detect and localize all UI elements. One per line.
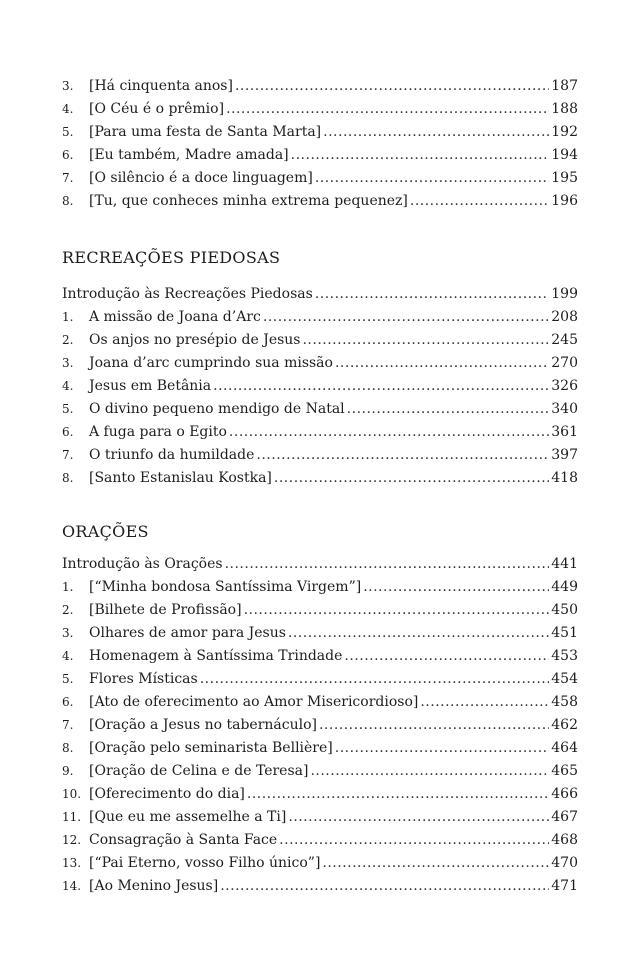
entry-page: 465 bbox=[551, 763, 578, 779]
toc-entry bbox=[62, 622, 578, 645]
entry-title: Joana d’arc cumprindo sua missão bbox=[89, 355, 333, 371]
dot-leader bbox=[310, 760, 549, 783]
toc-entry bbox=[62, 398, 578, 421]
entry-title: [Há cinquenta anos] bbox=[89, 78, 233, 94]
entry-number: 1. bbox=[62, 580, 74, 594]
toc-entry bbox=[62, 306, 578, 329]
entry-title: [Oração pelo seminarista Bellière] bbox=[89, 740, 333, 756]
entry-page: 464 bbox=[551, 740, 578, 756]
toc-entry bbox=[62, 421, 578, 444]
entry-number: 6. bbox=[62, 425, 74, 439]
entry-page: 467 bbox=[551, 809, 578, 825]
entry-page: 418 bbox=[551, 470, 578, 486]
entry-page: 468 bbox=[551, 832, 578, 848]
entry-page: 397 bbox=[551, 447, 578, 463]
entry-page: 470 bbox=[551, 855, 578, 871]
dot-leader bbox=[226, 98, 549, 121]
entry-number: 4. bbox=[62, 102, 74, 116]
entry-page: 187 bbox=[551, 78, 578, 94]
toc-section-recreacoes bbox=[62, 283, 578, 490]
dot-leader bbox=[420, 691, 549, 714]
dot-leader bbox=[291, 144, 550, 167]
entry-number: 13. bbox=[62, 856, 82, 870]
entry-page: 199 bbox=[551, 286, 578, 302]
entry-title: [Tu, que conheces minha extrema pequenez] bbox=[89, 193, 408, 209]
dot-leader bbox=[288, 622, 549, 645]
entry-number: 6. bbox=[62, 148, 74, 162]
toc-entry bbox=[62, 190, 578, 213]
toc-entry bbox=[62, 467, 578, 490]
dot-leader bbox=[279, 829, 549, 852]
entry-title: A fuga para o Egito bbox=[89, 424, 227, 440]
toc-entry bbox=[62, 352, 578, 375]
toc-entry bbox=[62, 645, 578, 668]
toc-entry bbox=[62, 875, 578, 898]
dot-leader bbox=[363, 576, 549, 599]
entry-page: 458 bbox=[551, 694, 578, 710]
entry-title: [Oferecimento do dia] bbox=[89, 786, 245, 802]
dot-leader bbox=[235, 75, 549, 98]
entry-number: 7. bbox=[62, 448, 74, 462]
dot-leader bbox=[256, 444, 549, 467]
toc-entry bbox=[62, 75, 578, 98]
entry-page: 441 bbox=[551, 556, 578, 572]
entry-title: O divino pequeno mendigo de Natal bbox=[89, 401, 345, 417]
dot-leader bbox=[319, 714, 549, 737]
entry-number: 8. bbox=[62, 194, 74, 208]
entry-title: [Ao Menino Jesus] bbox=[89, 878, 219, 894]
entry-number: 14. bbox=[62, 879, 82, 893]
dot-leader bbox=[229, 421, 549, 444]
toc-entry bbox=[62, 329, 578, 352]
entry-number: 7. bbox=[62, 718, 74, 732]
entry-title: [Eu também, Madre amada] bbox=[89, 147, 289, 163]
entry-page: 361 bbox=[551, 424, 578, 440]
toc-entry bbox=[62, 444, 578, 467]
toc-intro-entry bbox=[62, 553, 578, 576]
entry-number: 11. bbox=[62, 810, 82, 824]
entry-title: [Santo Estanislau Kostka] bbox=[89, 470, 272, 486]
entry-number: 3. bbox=[62, 356, 74, 370]
toc-entry bbox=[62, 121, 578, 144]
entry-title: A missão de Joana d’Arc bbox=[89, 309, 261, 325]
entry-page: 454 bbox=[551, 671, 578, 687]
entry-title: [O silêncio é a doce linguagem] bbox=[89, 170, 313, 186]
entry-page: 245 bbox=[551, 332, 578, 348]
entry-page: 192 bbox=[551, 124, 578, 140]
entry-title: Introdução às Orações bbox=[62, 556, 223, 572]
entry-page: 466 bbox=[551, 786, 578, 802]
toc-entry bbox=[62, 167, 578, 190]
toc-entry bbox=[62, 737, 578, 760]
entry-number: 8. bbox=[62, 741, 74, 755]
entry-title: Flores Místicas bbox=[89, 671, 198, 687]
toc-entry bbox=[62, 691, 578, 714]
toc-section-continued bbox=[62, 75, 578, 213]
entry-title: Jesus em Betânia bbox=[89, 378, 212, 394]
toc-entry bbox=[62, 806, 578, 829]
entry-number: 12. bbox=[62, 833, 82, 847]
toc-entry bbox=[62, 783, 578, 806]
entry-title: Introdução às Recreações Piedosas bbox=[62, 286, 313, 302]
toc-section-oracoes bbox=[62, 553, 578, 898]
entry-title: [Que eu me assemelhe a Ti] bbox=[89, 809, 287, 825]
entry-page: 451 bbox=[551, 625, 578, 641]
toc-entry bbox=[62, 576, 578, 599]
dot-leader bbox=[347, 398, 550, 421]
entry-title: Consagração à Santa Face bbox=[89, 832, 278, 848]
dot-leader bbox=[288, 806, 549, 829]
entry-title: [“Pai Eterno, vosso Filho único”] bbox=[89, 855, 321, 871]
entry-number: 8. bbox=[62, 471, 74, 485]
dot-leader bbox=[274, 467, 549, 490]
dot-leader bbox=[344, 645, 549, 668]
toc-entry bbox=[62, 144, 578, 167]
entry-page: 208 bbox=[551, 309, 578, 325]
dot-leader bbox=[410, 190, 549, 213]
entry-number: 2. bbox=[62, 333, 74, 347]
entry-title: [Ato de oferecimento ao Amor Misericordioso] bbox=[89, 694, 419, 710]
dot-leader bbox=[315, 167, 549, 190]
entry-page: 471 bbox=[551, 878, 578, 894]
dot-leader bbox=[322, 852, 549, 875]
dot-leader bbox=[335, 737, 550, 760]
entry-page: 462 bbox=[551, 717, 578, 733]
toc-entry bbox=[62, 599, 578, 622]
entry-title: [Bilhete de Profissão] bbox=[89, 602, 242, 618]
entry-title: Homenagem à Santíssima Trindade bbox=[89, 648, 343, 664]
dot-leader bbox=[263, 306, 549, 329]
entry-page: 450 bbox=[551, 602, 578, 618]
entry-number: 2. bbox=[62, 603, 74, 617]
dot-leader bbox=[323, 121, 549, 144]
entry-page: 188 bbox=[551, 101, 578, 117]
dot-leader bbox=[225, 553, 550, 576]
entry-page: 194 bbox=[551, 147, 578, 163]
entry-page: 453 bbox=[551, 648, 578, 664]
dot-leader bbox=[315, 283, 549, 306]
entry-number: 5. bbox=[62, 672, 74, 686]
toc-entry bbox=[62, 760, 578, 783]
dot-leader bbox=[213, 375, 549, 398]
entry-page: 196 bbox=[551, 193, 578, 209]
entry-title: Os anjos no presépio de Jesus bbox=[89, 332, 301, 348]
entry-number: 6. bbox=[62, 695, 74, 709]
entry-number: 7. bbox=[62, 171, 74, 185]
dot-leader bbox=[335, 352, 549, 375]
dot-leader bbox=[200, 668, 550, 691]
toc-entry bbox=[62, 829, 578, 852]
entry-title: [“Minha bondosa Santíssima Virgem”] bbox=[89, 579, 362, 595]
entry-page: 270 bbox=[551, 355, 578, 371]
entry-number: 3. bbox=[62, 79, 74, 93]
entry-page: 340 bbox=[551, 401, 578, 417]
entry-page: 449 bbox=[551, 579, 578, 595]
entry-title: [Oração a Jesus no tabernáculo] bbox=[89, 717, 317, 733]
dot-leader bbox=[244, 599, 550, 622]
toc-entry bbox=[62, 98, 578, 121]
entry-title: O triunfo da humildade bbox=[89, 447, 255, 463]
dot-leader bbox=[247, 783, 549, 806]
entry-number: 1. bbox=[62, 310, 74, 324]
section-heading-oracoes: ORAÇÕES bbox=[62, 522, 149, 541]
entry-page: 326 bbox=[551, 378, 578, 394]
section-heading-recreacoes: RECREAÇÕES PIEDOSAS bbox=[62, 248, 281, 267]
toc-entry bbox=[62, 375, 578, 398]
entry-number: 4. bbox=[62, 649, 74, 663]
entry-number: 4. bbox=[62, 379, 74, 393]
toc-entry bbox=[62, 668, 578, 691]
entry-number: 10. bbox=[62, 787, 82, 801]
entry-title: Olhares de amor para Jesus bbox=[89, 625, 286, 641]
entry-title: [O Céu é o prêmio] bbox=[89, 101, 225, 117]
toc-intro-entry bbox=[62, 283, 578, 306]
entry-title: [Para uma festa de Santa Marta] bbox=[89, 124, 322, 140]
toc-entry bbox=[62, 852, 578, 875]
entry-number: 3. bbox=[62, 626, 74, 640]
dot-leader bbox=[302, 329, 549, 352]
entry-number: 5. bbox=[62, 402, 74, 416]
entry-number: 9. bbox=[62, 764, 74, 778]
entry-title: [Oração de Celina e de Teresa] bbox=[89, 763, 309, 779]
toc-entry bbox=[62, 714, 578, 737]
entry-number: 5. bbox=[62, 125, 74, 139]
dot-leader bbox=[220, 875, 549, 898]
entry-page: 195 bbox=[551, 170, 578, 186]
